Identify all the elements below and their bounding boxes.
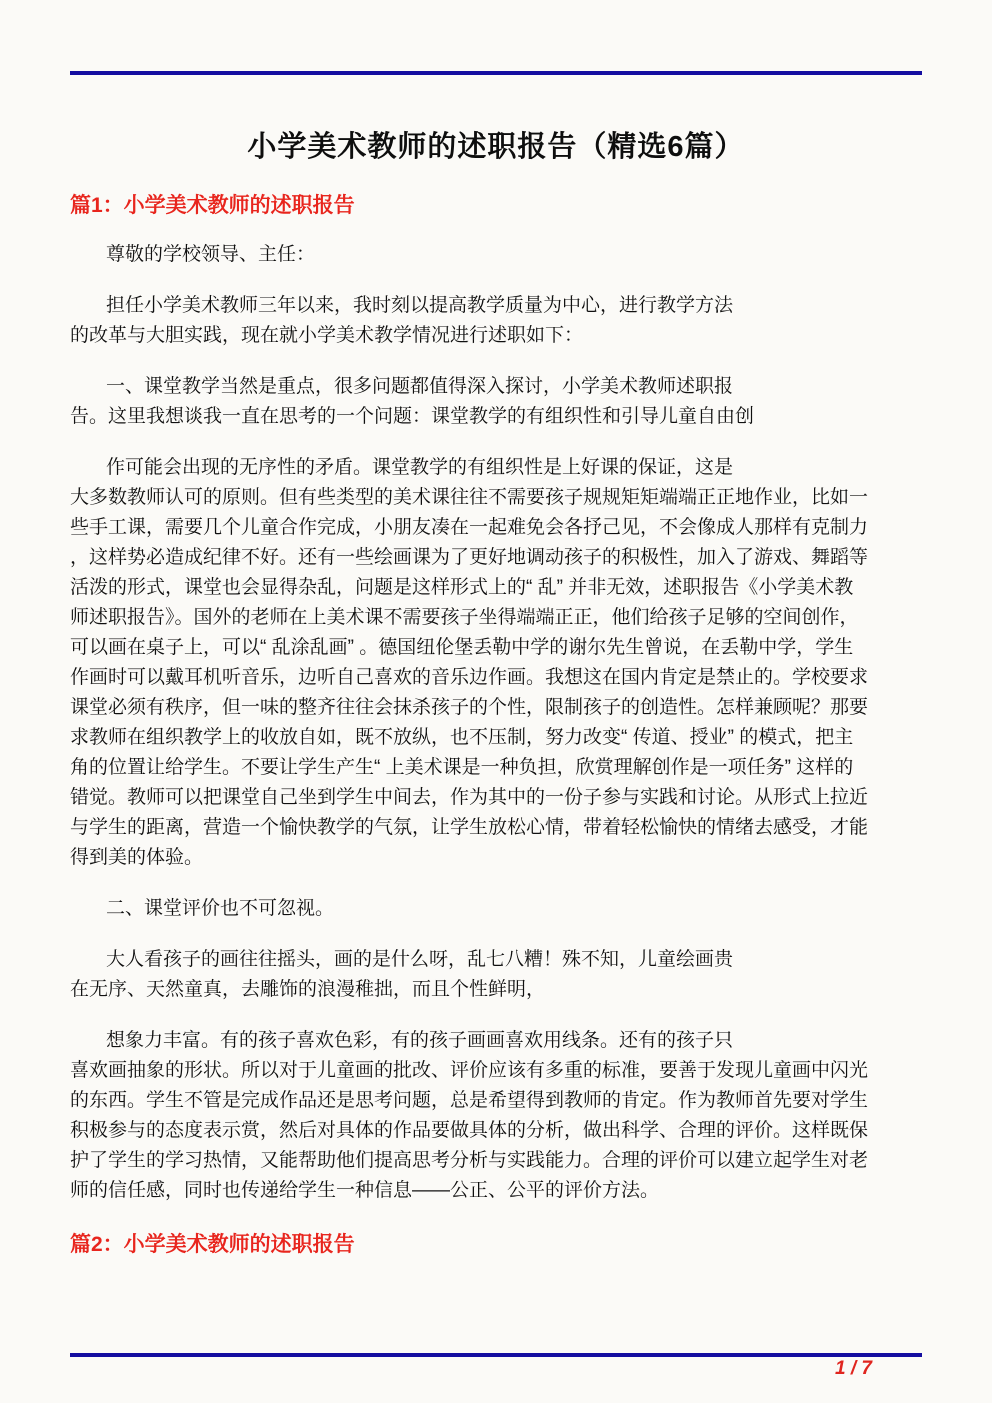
paragraph-line: 作可能会出现的无序性的矛盾。课堂教学的有组织性是上好课的保证，这是 xyxy=(106,457,734,478)
section-heading: 篇2：小学美术教师的述职报告 xyxy=(70,1233,355,1256)
document-body xyxy=(70,193,922,1258)
bottom-rule xyxy=(70,1353,922,1357)
paragraph-line: 的东西。学生不管是完成作品还是思考问题，总是希望得到教师的肯定。作为教师首先要对学生 xyxy=(70,1090,869,1111)
paragraph-line: 喜欢画抽象的形状。所以对于儿童画的批改、评价应该有多重的标准，要善于发现儿童画中闪光 xyxy=(70,1060,869,1081)
paragraph xyxy=(70,291,922,351)
paragraph-line: 想象力丰富。有的孩子喜欢色彩，有的孩子画画喜欢用线条。还有的孩子只 xyxy=(106,1030,734,1051)
document-content xyxy=(70,0,922,1258)
paragraph-line: 担任小学美术教师三年以来，我时刻以提高教学质量为中心，进行教学方法 xyxy=(106,295,734,316)
paragraph xyxy=(70,372,922,432)
paragraph-line: 些手工课，需要几个儿童合作完成，小朋友凑在一起难免会各抒己见，不会像成人那样有克制力 xyxy=(70,517,869,538)
paragraph-line: 大人看孩子的画往往摇头，画的是什么呀，乱七八糟！殊不知，儿童绘画贵 xyxy=(106,949,734,970)
paragraph xyxy=(70,1026,922,1206)
paragraph xyxy=(70,240,922,270)
paragraph-line: 积极参与的态度表示赏，然后对具体的作品要做具体的分析，做出科学、合理的评价。这样既保 xyxy=(70,1120,869,1141)
section-heading: 篇1：小学美术教师的述职报告 xyxy=(70,194,355,217)
paragraph-line: 活泼的形式，课堂也会显得杂乱，问题是这样形式上的“ 乱” 并非无效，述职报告《小学美术教 xyxy=(70,577,854,598)
paragraph-line: 可以画在桌子上，可以“ 乱涂乱画” 。德国纽伦堡丢勒中学的谢尔先生曾说，在丢勒中学，学生 xyxy=(70,637,854,658)
document-title: 小学美术教师的述职报告（精选6篇） xyxy=(247,131,745,163)
paragraph-line: 课堂必须有秩序，但一味的整齐往往会抹杀孩子的个性，限制孩子的创造性。怎样兼顾呢？那要 xyxy=(70,697,869,718)
paragraph-line: 大多数教师认可的原则。但有些类型的美术课往往不需要孩子规规矩矩端端正正地作业，比如一 xyxy=(70,487,869,508)
page-number: 1 / 7 xyxy=(835,1358,872,1379)
paragraph-line: 师述职报告》。国外的老师在上美术课不需要孩子坐得端端正正，他们给孩子足够的空间创作， xyxy=(70,607,859,628)
paragraph-line: 作画时可以戴耳机听音乐，边听自己喜欢的音乐边作画。我想这在国内肯定是禁止的。学校要求 xyxy=(70,667,869,688)
paragraph-line: 尊敬的学校领导、主任： xyxy=(106,244,316,265)
paragraph-line: 告。这里我想谈我一直在思考的一个问题：课堂教学的有组织性和引导儿童自由创 xyxy=(70,406,755,427)
paragraph-line: 二、课堂评价也不可忽视。 xyxy=(106,898,335,919)
paragraph-line: 错觉。教师可以把课堂自己坐到学生中间去，作为其中的一份子参与实践和讨论。从形式上拉近 xyxy=(70,787,869,808)
paragraph-line: 护了学生的学习热情，又能帮助他们提高思考分析与实践能力。合理的评价可以建立起学生对老 xyxy=(70,1150,869,1171)
paragraph-line: 得到美的体验。 xyxy=(70,847,204,868)
paragraph-line: 师的信任感，同时也传递给学生一种信息——公正、公平的评价方法。 xyxy=(70,1180,660,1201)
paragraph xyxy=(70,945,922,1005)
paragraph-line: 一、课堂教学当然是重点，很多问题都值得深入探讨，小学美术教师述职报 xyxy=(106,376,734,397)
paragraph-line: 的改革与大胆实践，现在就小学美术教学情况进行述职如下： xyxy=(70,325,584,346)
paragraph-line: 与学生的距离，营造一个愉快教学的气氛，让学生放松心情，带着轻松愉快的情绪去感受，才能 xyxy=(70,817,869,838)
paragraph xyxy=(70,894,922,924)
paragraph xyxy=(70,453,922,873)
paragraph-line: ，这样势必造成纪律不好。还有一些绘画课为了更好地调动孩子的积极性，加入了游戏、舞蹈等 xyxy=(70,547,869,568)
paragraph-line: 求教师在组织教学上的收放自如，既不放纵，也不压制，努力改变“ 传道、授业” 的模式，把主 xyxy=(70,727,854,748)
paragraph-line: 在无序、天然童真，去雕饰的浪漫稚拙，而且个性鲜明， xyxy=(70,979,546,1000)
paragraph-line: 角的位置让给学生。不要让学生产生“ 上美术课是一种负担，欣赏理解创作是一项任务” 这样的 xyxy=(70,757,854,778)
